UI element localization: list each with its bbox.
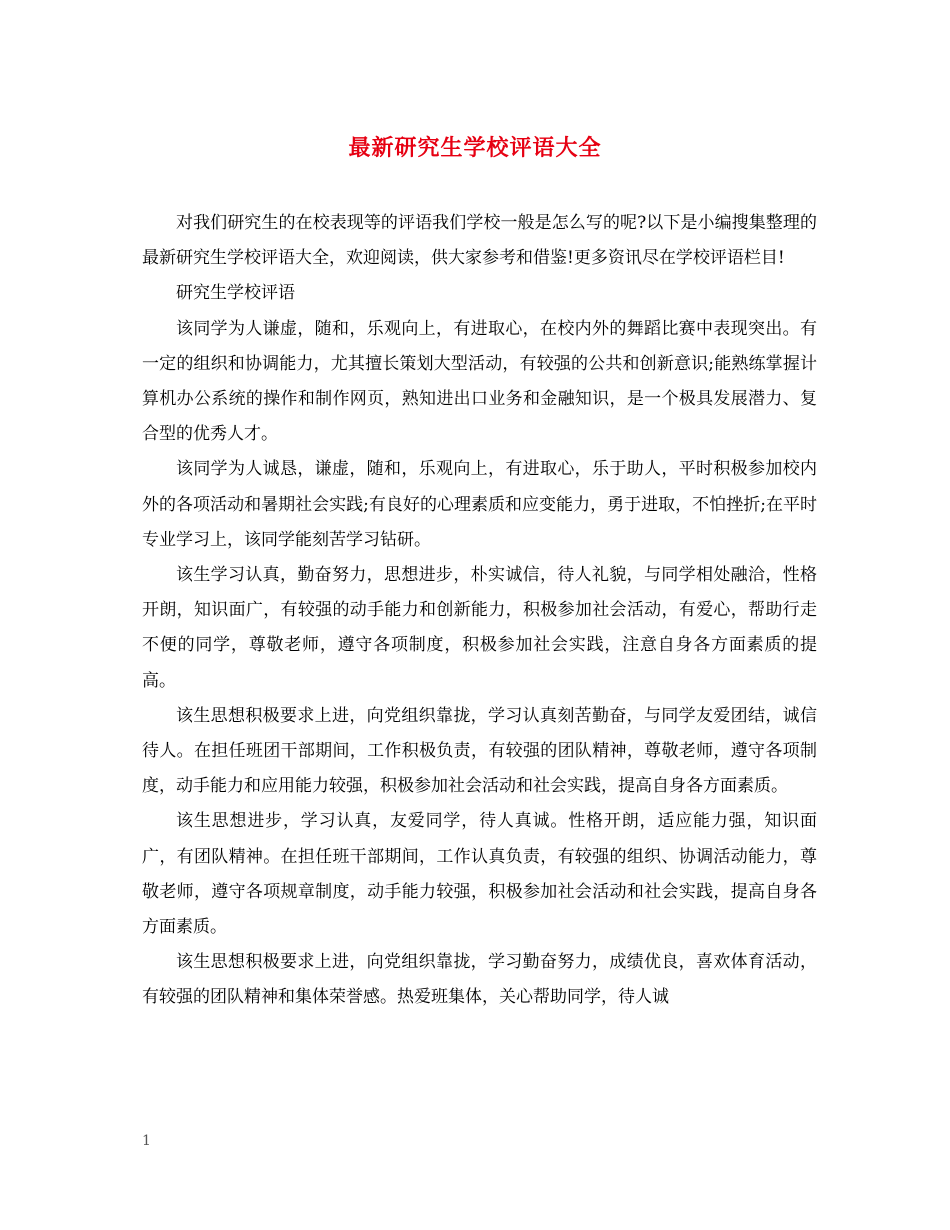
document-title: 最新研究生学校评语大全 xyxy=(348,135,602,161)
paragraph-intro: 对我们研究生的在校表现等的评语我们学校一般是怎么写的呢?以下是小编搜集整理的最新研究生学校评语大全，欢迎阅读，供大家参考和借鉴!更多资讯尽在学校评语栏目! xyxy=(142,213,817,269)
document-body xyxy=(142,206,817,1016)
paragraph-comment-3: 该生学习认真，勤奋努力，思想进步，朴实诚信，待人礼貌，与同学相处融洽，性格开朗，知识面广，有较强的动手能力和创新能力，积极参加社会活动，有爱心，帮助行走不便的同学，尊敬老师，遵守各项制度，积极参加社会实践，注意自身各方面素质的提高。 xyxy=(142,565,817,691)
paragraph-comment-5: 该生思想进步，学习认真，友爱同学，待人真诚。性格开朗，适应能力强，知识面广，有团队精神。在担任班干部期间，工作认真负责，有较强的组织、协调活动能力，尊敬老师，遵守各项规章制度，动手能力较强，积极参加社会活动和社会实践，提高自身各方面素质。 xyxy=(142,811,817,938)
paragraph-comment-6: 该生思想积极要求上进，向党组织靠拢，学习勤奋努力，成绩优良，喜欢体育活动，有较强的团队精神和集体荣誉感。热爱班集体，关心帮助同学，待人诚 xyxy=(142,952,817,1008)
paragraph-comment-4: 该生思想积极要求上进，向党组织靠拢，学习认真刻苦勤奋，与同学友爱团结，诚信待人。在担任班团干部期间，工作积极负责，有较强的团队精神，尊敬老师，遵守各项制度，动手能力和应用能力较强，积极参加社会活动和社会实践，提高自身各方面素质。 xyxy=(142,705,817,797)
paragraph-comment-2: 该同学为人诚恳，谦虚，随和，乐观向上，有进取心，乐于助人，平时积极参加校内外的各项活动和暑期社会实践;有良好的心理素质和应变能力，勇于进取，不怕挫折;在平时专业学习上，该同学能刻苦学习钻研。 xyxy=(142,459,817,550)
paragraph-comment-1: 该同学为人谦虚，随和，乐观向上，有进取心，在校内外的舞蹈比赛中表现突出。有一定的组织和协调能力，尤其擅长策划大型活动，有较强的公共和创新意识;能熟练掌握计算机办公系统的操作和制作网页，熟知进出口业务和金融知识，是一个极具发展潜力、复合型的优秀人才。 xyxy=(142,318,817,445)
section-heading: 研究生学校评语 xyxy=(176,283,295,304)
page-number: 1 xyxy=(142,1133,151,1149)
